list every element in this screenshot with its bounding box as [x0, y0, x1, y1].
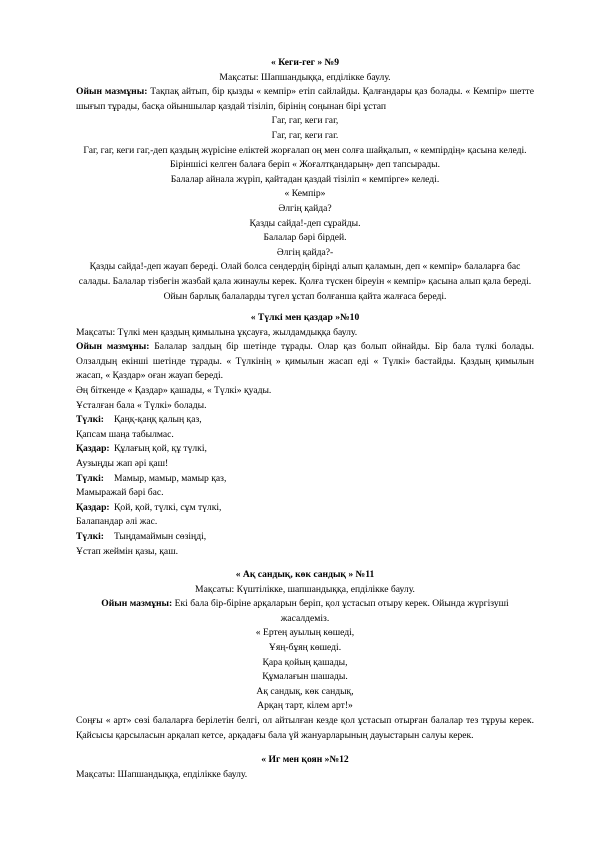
game-9-goal: Мақсаты: Шапшандыққа, епділікке баулу. [219, 71, 391, 83]
game-10-paragraph: Әң біткенде « Қаздар» қашады, « Түлкі» қуады. [76, 384, 272, 396]
game-11-chant-line: Ұяң-бұяң көшеді. [268, 641, 342, 653]
game-11-chant-line: Ақ сандық, көк сандық, [256, 685, 354, 697]
content-label: Ойын мазмұны: [76, 341, 150, 353]
dialogue-line: Қаздар: Қой, қой, түлкі, сұм түлкі, [76, 501, 534, 516]
dialogue-line: Түлкі: Мамыр, мамыр, мамыр қаз, [76, 472, 534, 487]
game-9-paragraph: Біріншісі келген балаға беріп « Жоғалтқандарың» деп тапсырады. [170, 159, 440, 171]
game-9-chant-line: Гаг, гаг, кеги гаг, [271, 115, 339, 127]
game-11-section [76, 568, 534, 743]
dialogue-line: Мамыражай бәрі бас. [76, 487, 164, 499]
game-12-section [76, 753, 534, 782]
game-11-paragraph: Соңғы « арт» сөзі балаларға берілетін белгі, ол айтылған кезде қол ұстасып отырған балалар тез тұруы керек. Қайсысы қарсыласын арқалап кетсе, арқадағы бала үй жануарларының дауыстарын салуы керек. [76, 714, 534, 741]
game-10-goal: Мақсаты: Түлкі мен қаздың қимылына ұқсауға, жылдамдыққа баулу. [76, 326, 358, 338]
dialogue-line: Түлкі: Қаңқ-қаңқ қалың қаз, [76, 413, 534, 428]
game-11-chant-line: Арқаң тарт, кілем арт!» [257, 700, 353, 712]
game-10-title: « Түлкі мен қаздар »№10 [250, 312, 360, 323]
game-9-paragraph: Гаг, гаг, кеги гаг,-деп қаздың жүрісіне еліктей жорғалап оң мен солға шайқалып, « кемпірдің» қасына келеді. [83, 144, 527, 156]
game-10-section [76, 311, 534, 559]
game-11-chant-line: « Ертең ауылың көшеді, [255, 627, 355, 639]
game-9-paragraph: Балалар айнала жүріп, қайтадан қаздай тізіліп « кемпірге» келеді. [170, 173, 440, 185]
game-9-dialogue-line: Балалар бәрі бірдей. [263, 232, 347, 244]
game-9-dialogue-line: Әлгің қайда? [278, 202, 332, 214]
game-10-paragraph: Ұсталған бала « Түлкі» болады. [76, 399, 207, 411]
speaker-label: Қаздар: [76, 443, 110, 455]
speaker-label: Түлкі: [76, 414, 104, 426]
game-11-chant-line: Қара қойың қашады, [262, 656, 348, 668]
game-10-content: Ойын мазмұны: Балалар залдың бір шетінде тұрады. Олар қаз болып ойнайды. Бір бала түлкі болады. Олзалдың екінші шетінде тұрады. « Түлкінің » қимылын жасап еді « Түлкі» бастайды. Қаздың қимылын жасап, « Қаздар» оған жауап береді. [76, 341, 534, 382]
game-9-dialogue-line: Әлгің қайда?- [276, 246, 334, 258]
game-9-paragraph: Қазды сайда!-деп жауап береді. Олай болса сендердің біріңді алып қаламын, деп « кемпір» балаларға бас салады. Балалар тізбегін жазбай қала жинаулы керек. Қолға түскен біреуін « кемпір» қасына алып қала береді. Ойын барлық балаларды түгел ұстап болғанша қайта жалғаса береді. [78, 261, 532, 302]
speaker-label: Түлкі: [76, 472, 104, 484]
content-label: Ойын мазмұны: [101, 598, 173, 610]
speaker-label: Қаздар: [76, 501, 110, 513]
dialogue-line: Аузыңды жап әрі қаш! [76, 457, 169, 469]
game-9-kempir: « Кемпір» [284, 188, 326, 200]
game-11-goal: Мақсаты: Күштілікке, шапшандыққа, епділікке баулу. [195, 583, 415, 595]
game-9-chant-line: Гаг, гаг, кеги гаг. [271, 129, 339, 141]
game-9-content: Ойын мазмұны: Тақпақ айтып, бір қызды « кемпір» етіп сайлайды. Қалғандары қаз болады. « Кемпір» шетте шығып тұрады, басқа ойыншылар қаздай тізіліп, бірінің соңынан бірі ұстап [76, 86, 535, 112]
game-9-title: « Кеги-гег » №9 [271, 57, 339, 68]
content-label: Ойын мазмұны: [76, 86, 148, 98]
dialogue-line: Түлкі: Тыңдамаймын сөзіңді, [76, 530, 534, 545]
game-11-chant-line: Құмалағын шашады. [262, 671, 348, 683]
game-12-goal: Мақсаты: Шапшандыққа, епділікке баулу. [76, 768, 248, 780]
game-11-content: Ойын мазмұны: Екі бала бір-біріне арқаларын беріп, қол ұстасып отыру керек. Ойында жүргізуші жасалдеміз. [101, 598, 509, 624]
dialogue-line: Ұстап жеймін қазы, қаш. [76, 545, 178, 557]
game-12-title: « Иг мен қоян »№12 [261, 754, 349, 765]
game-9-section [76, 56, 534, 304]
game-11-title: « Ақ сандық, көк сандық » №11 [235, 569, 375, 580]
game-9-dialogue-line: Қазды сайда!-деп сұрайды. [249, 217, 361, 229]
dialogue-line: Балапандар әлі жас. [76, 516, 158, 528]
dialogue-line: Қаздар: Құлағың қой, құ түлкі, [76, 442, 534, 457]
speaker-label: Түлкі: [76, 530, 104, 542]
dialogue-line: Қапсам шаңа табылмас. [76, 428, 174, 440]
